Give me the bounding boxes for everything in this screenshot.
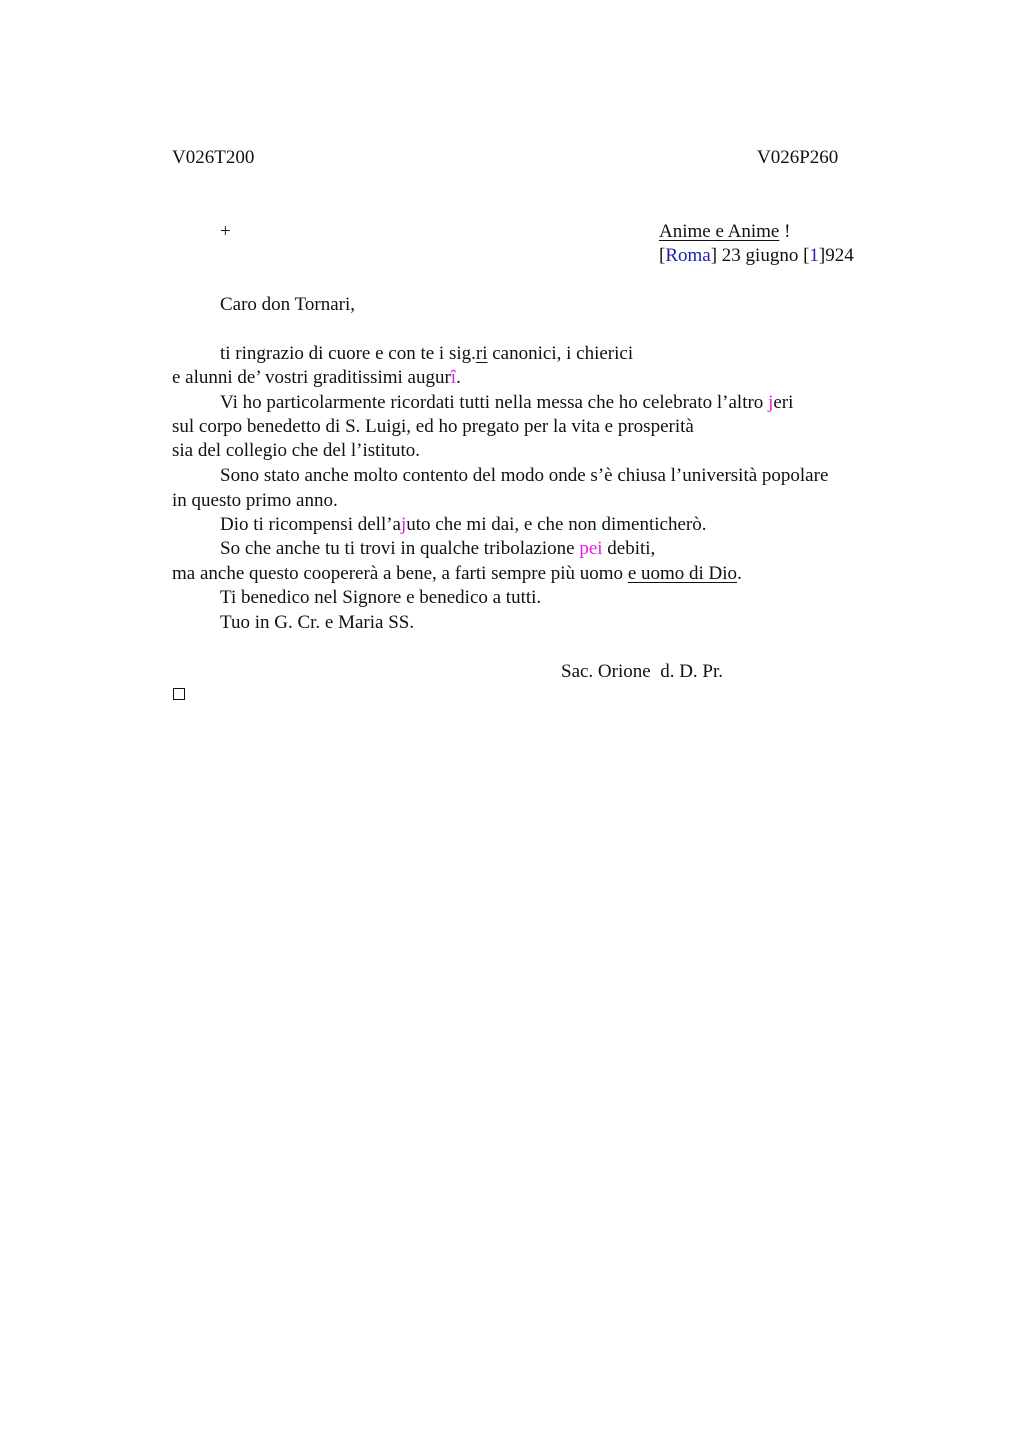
year-digit: 1 <box>809 245 819 266</box>
motto <box>659 220 790 244</box>
date-place: Roma <box>665 245 711 266</box>
body-line-1 <box>220 342 633 366</box>
emended-letter: î <box>450 367 457 388</box>
text-run: Vi ho particolarmente ricordati tutti nella messa che ho celebrato l’altro <box>220 392 769 413</box>
bracket-open: [ <box>659 245 666 266</box>
body-line-3 <box>220 391 793 415</box>
text-run: canonici, i chierici <box>487 343 634 364</box>
text-run: . <box>456 367 461 388</box>
salutation: Caro don Tornari, <box>220 294 355 315</box>
emended-word: pei <box>579 538 603 559</box>
text-run: uto che mi dai, e che non dimenticherò. <box>406 514 707 535</box>
archive-code-right: V026P260 <box>757 147 839 168</box>
emended-letter: j <box>768 392 774 413</box>
text-run: ma anche questo coopererà a bene, a farti sempre più uomo <box>172 563 628 584</box>
body-line-11: Ti benedico nel Signore e benedico a tutti. <box>220 587 542 608</box>
body-line-9 <box>220 537 655 561</box>
underlined-abbrev: ri <box>475 343 488 364</box>
cross-symbol: + <box>220 221 231 242</box>
bracket-open-year: [ <box>803 245 810 266</box>
body-line-8 <box>220 513 706 537</box>
text-run: debiti, <box>602 538 656 559</box>
end-marker-square-icon <box>173 688 185 700</box>
body-line-2 <box>172 366 461 390</box>
letter-date <box>659 244 854 268</box>
text-run: eri <box>773 392 794 413</box>
body-line-12: Tuo in G. Cr. e Maria SS. <box>220 612 415 633</box>
motto-exclamation: ! <box>779 221 791 242</box>
archive-code-left: V026T200 <box>172 147 255 168</box>
text-run: ti ringrazio di cuore e con te i sig. <box>220 343 476 364</box>
underlined-phrase: e uomo di Dio <box>627 563 738 584</box>
body-line-6: Sono stato anche molto contento del modo onde s’è chiusa l’università popolare <box>220 465 829 486</box>
body-line-5: sia del collegio che del l’istituto. <box>172 440 420 461</box>
body-line-7: in questo primo anno. <box>172 490 338 511</box>
signature: Sac. Orione d. D. Pr. <box>561 661 724 682</box>
body-line-10 <box>172 562 742 586</box>
text-run: . <box>737 563 742 584</box>
text-run: So che anche tu ti trovi in qualche tribolazione <box>220 538 580 559</box>
emended-letter: j <box>400 514 407 535</box>
motto-text: Anime e Anime <box>659 221 780 242</box>
body-line-4: sul corpo benedetto di S. Luigi, ed ho pregato per la vita e prosperità <box>172 416 694 437</box>
text-run: Dio ti ricompensi dell’a <box>220 514 401 535</box>
text-run: e alunni de’ vostri graditissimi augur <box>172 367 451 388</box>
year-rest: ]924 <box>818 245 854 266</box>
date-day-month: ] 23 giugno <box>710 245 804 266</box>
